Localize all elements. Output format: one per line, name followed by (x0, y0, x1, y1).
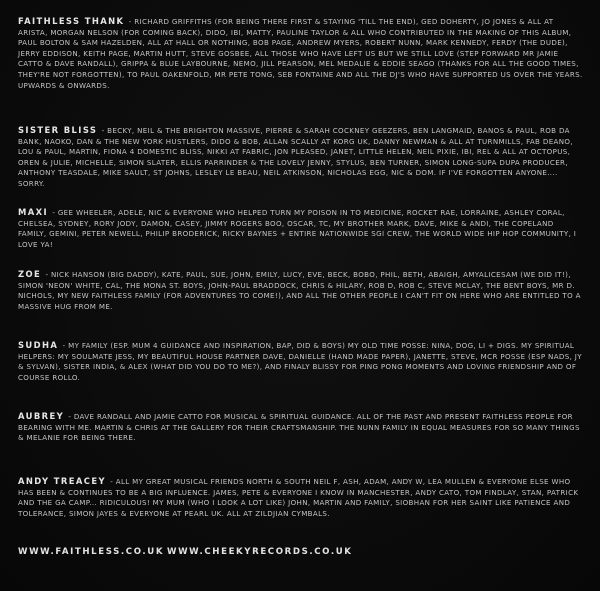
section-name: AUBREY (18, 411, 69, 421)
section-name: MAXI (18, 207, 53, 217)
thanks-section-andy-treacey (18, 476, 584, 519)
section-text: - RICHARD GRIFFITHS (FOR BEING THERE FIRST & STAYING 'TILL THE END), GED DOHERTY, JO JONES & ALL AT ARISTA, MORGAN NELSON (FOR COMING BACK), DIDO, IBI, MATTY, PAULINE TAYLOR & ALL WHO CONTRIBUTED IN THE MAKING OF THIS ALBUM, PAUL BOLTON & SAM HAZELDEN, ALL AT HALL OR NOTHING, BOB PAGE, ANDREW MYERS, ROBERT NUNN, MARK KENNEDY, FERDY (THE DUDE), JERRY EDDISON, KEITH PAGE, MARTIN HUTT, STEVE GOSBEE, ALL THOSE WHO HAVE LEFT US BUT WE STILL LOVE (STEP FORWARD MR JAMIE CATTO & DAVE RANDALL), GRIPPA & BLUE LAYBOURNE, NEMO, JILL PEARSON, MEL MEDALIE & EDDIE SEAGO (THANKS FOR ALL THE GOOD TIMES, THEY'RE NOT FORGOTTEN), TO PAUL OAKENFOLD, MR PETE TONG, SEB FONTAINE AND ALL THE DJ'S WHO HAVE SUPPORTED US OVER THE YEARS. UPWARDS & ONWARDS. (18, 17, 583, 90)
thanks-section-sudha (18, 340, 584, 383)
thanks-section-sister-bliss (18, 125, 584, 190)
thanks-section-faithless (18, 16, 584, 91)
section-text: - NICK HANSON (BIG DADDY), KATE, PAUL, SUE, JOHN, EMILY, LUCY, EVE, BECK, BOBO, PHIL, BETH, ABAIGH, AMYALICESAM (WE DID IT!), SIMON 'NEON' WHITE, CAL, THE MONA ST. BOYS, JOHN-PAUL BRADDOCK, CHRIS & HILARY, ROB D, ROB C, STEVE MCLAY, THE BENT BOYS, MR D. NICHOLS, MY NEW FAITHLESS FAMILY (FOR ADVENTURES TO COME!), AND ALL THE OTHER PEOPLE I CAN'T FIT ON HERE WHO ARE ENTITLED TO A MASSIVE HUG FROM ME. (18, 270, 581, 311)
cheeky-records-website-link[interactable]: WWW.CHEEKYRECORDS.CO.UK (167, 547, 353, 557)
section-name: FAITHLESS THANK (18, 16, 129, 26)
section-name: SISTER BLISS (18, 125, 102, 135)
section-text: - BECKY, NEIL & THE BRIGHTON MASSIVE, PIERRE & SARAH COCKNEY GEEZERS, BEN LANGMAID, BANOS & PAUL, ROB DA BANK, NAOKO, DAN & THE NEW YORK HUSTLERS, DIDO & BOB, ALLAN SCALLY AT KORG UK, DANNY NEWMAN & ALL AT TURNMILLS, FAB DEANO, LOU & PAUL, MARTIN, FIONA 4 DOMESTIC BLISS, NIKKI AT FABRIC, JON PLEASED, JANET, LITTLE HELEN, NEIL PIXIE, IBI, REL & ALL AT OCTOPUS, OREN & JULIE, MICHELLE, SIMON SLATER, ELLIS PARRINDER & THE LOVELY JENNY, STYLUS, BEN TURNER, SIMON LONG-SUPA DUPA PRODUCER, ANTHONY TEASDALE, MIKE SAULT, ST JOHNS, LESLEY LE BEAU, NEIL ATKINSON, NICHOLAS EGG, NIC & DOM. IF I'VE FORGOTTEN ANYONE.... SORRY. (18, 126, 573, 188)
section-text: - DAVE RANDALL AND JAMIE CATTO FOR MUSICAL & SPIRITUAL GUIDANCE. ALL OF THE PAST AND PRESENT FAITHLESS PEOPLE FOR BEARING WITH ME. MARTIN & CHRIS AT THE GALLERY FOR THEIR CRAFTSMANSHIP. THE NUNN FAMILY IN EQUAL MEASURES FOR SO MANY THINGS & MELANIE FOR BEING THERE. (18, 412, 580, 443)
section-name: SUDHA (18, 340, 63, 350)
section-name: ZOE (18, 269, 46, 279)
section-name: ANDY TREACEY (18, 476, 111, 486)
thanks-section-aubrey (18, 411, 584, 444)
section-text: - GEE WHEELER, ADELE, NIC & EVERYONE WHO HELPED TURN MY POISON IN TO MEDICINE, ROCKET RAE, LORRAINE, ASHLEY CORAL, CHELSEA, SYDNEY, RORY JODY, DAMON, CASEY, JIMMY ROGERS BOO, OSCAR, TC, MY BROTHER MARK, DAVE, MIKE & ANDI, THE COPELAND FAMILY, GEMINI, PETER NEWELL, PHILIP BRODERICK, RICKY BAYNES + ENTIRE NATIONWIDE SGI CREW, THE WORLD WIDE HIP HOP COMMUNITY, I LOVE YA! (18, 208, 577, 249)
section-text: - MY FAMILY (ESP. MUM 4 GUIDANCE AND INSPIRATION, BAP, DID & BOYS) MY OLD TIME POSSE: NINA, DOG, LI + DIGS. MY SPIRITUAL HELPERS: MY SOULMATE JESS, MY BEAUTIFUL HOUSE PARTNER DAVE, DANIELLE (HAND MADE PAPER), JANETTE, STEVE, MCR POSSE (ESP NADS, JY & SYLVAN), SISTER INDIA, & ALEX (WHAT DID YOU DO TO ME?), AND FINALY BLISSY FOR PING PONG MOMENTS AND LOVING FRIENDSHIP AND OF COURSE ROLLO. (18, 341, 582, 382)
thanks-section-maxi (18, 207, 584, 250)
faithless-website-link[interactable]: WWW.FAITHLESS.CO.UK (18, 547, 165, 557)
thanks-section-zoe (18, 269, 584, 312)
section-text: - ALL MY GREAT MUSICAL FRIENDS NORTH & SOUTH NEIL F, ASH, ADAM, ANDY W, LEA MULLEN & EVERYONE ELSE WHO HAS BEEN & CONTINUES TO BE A BIG INFLUENCE. JAMES, PETE & EVERYONE I KNOW IN MANCHESTER, ANDY CATO, TOM FINDLAY, STAN, PATRICK AND THE GA CAMP... RIDICULOUS! MY MUM (WHO I LOOK A LOT LIKE) JOHN, MARTIN AND FAMILY, SIOBHAN FOR HER SAINT LIKE PATIENCE AND TOLERANCE, SIMON JAYES & EVERYONE AT PEARL UK. ALL AT ZILDJIAN CYMBALS. (18, 477, 579, 518)
